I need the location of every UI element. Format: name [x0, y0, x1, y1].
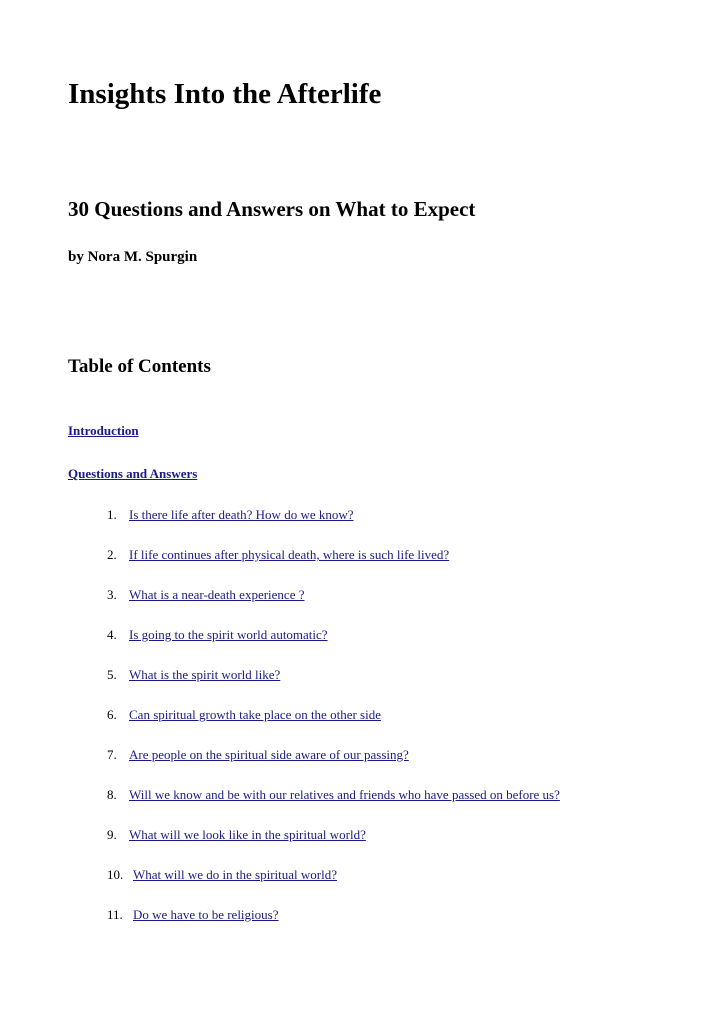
question-link[interactable]: If life continues after physical death, where is such life lived?	[129, 547, 450, 562]
question-number: 1.	[107, 507, 117, 522]
questions-and-answers-link[interactable]: Questions and Answers	[68, 466, 198, 481]
question-number: 6.	[107, 707, 117, 722]
question-number: 8.	[107, 787, 117, 802]
toc-heading: Table of Contents	[68, 356, 211, 377]
question-link[interactable]: Will we know and be with our relatives and friends who have passed on before us?	[129, 787, 560, 802]
question-link[interactable]: What will we do in the spiritual world?	[133, 867, 337, 882]
question-link[interactable]: Are people on the spiritual side aware of our passing?	[129, 747, 409, 762]
question-number: 9.	[107, 827, 117, 842]
question-link[interactable]: Do we have to be religious?	[133, 907, 279, 922]
introduction-link[interactable]: Introduction	[68, 423, 139, 438]
question-link[interactable]: What will we look like in the spiritual world?	[129, 827, 366, 842]
question-number: 3.	[107, 587, 117, 602]
question-number: 7.	[107, 747, 117, 762]
document-subtitle: 30 Questions and Answers on What to Expect	[68, 197, 476, 221]
question-link[interactable]: What is a near-death experience ?	[129, 587, 305, 602]
question-number: 5.	[107, 667, 117, 682]
document-title: Insights Into the Afterlife	[68, 78, 382, 110]
question-link[interactable]: Is going to the spirit world automatic?	[129, 627, 328, 642]
question-number: 2.	[107, 547, 117, 562]
question-number: 4.	[107, 627, 117, 642]
question-link[interactable]: Can spiritual growth take place on the other side	[129, 707, 381, 722]
question-link[interactable]: What is the spirit world like?	[129, 667, 281, 682]
question-number: 11.	[107, 907, 123, 922]
author-byline: by Nora M. Spurgin	[68, 249, 198, 265]
question-link[interactable]: Is there life after death? How do we know?	[129, 507, 354, 522]
question-number: 10.	[107, 867, 124, 882]
